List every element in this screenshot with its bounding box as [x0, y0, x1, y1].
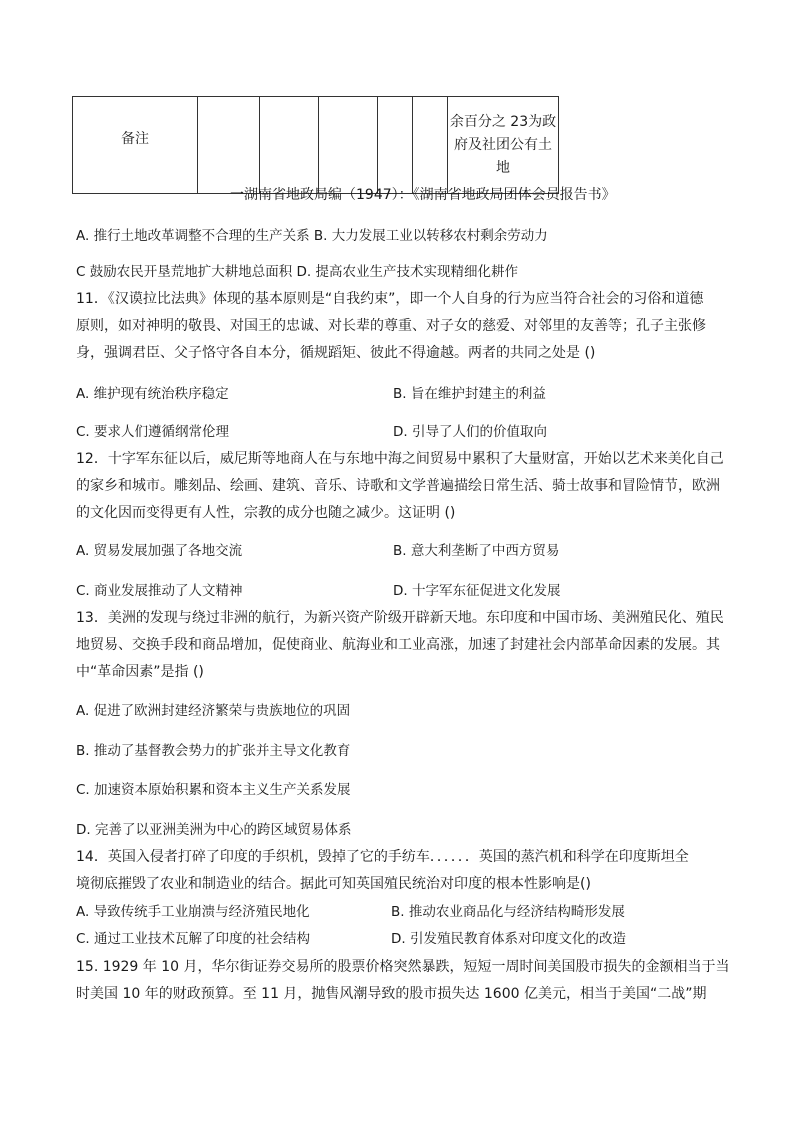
- q11-option-d: D. 引导了人们的价值取向: [393, 424, 547, 440]
- q12-stem-line2: 的家乡和城市。雕刻品、绘画、建筑、音乐、诗歌和文学普遍描绘日常生活、骑士故事和冒险情节，欧洲: [76, 478, 720, 494]
- q15-stem-line1: 15. 1929 年 10 月，华尔街证券交易所的股票价格突然暴跌，短短一周时间美国股市损失的金额相当于当: [76, 959, 730, 975]
- q11-option-a: A. 维护现有统治秩序稳定: [76, 386, 229, 402]
- remark-label-cell: 备注: [73, 97, 198, 194]
- q14-stem-line2: 境彻底摧毁了农业和制造业的结合。据此可知英国殖民统治对印度的根本性影响是(): [76, 876, 591, 892]
- q13-option-d: D. 完善了以亚洲美洲为中心的跨区域贸易体系: [76, 822, 352, 838]
- empty-cell: [413, 97, 448, 194]
- q10-options-ab: A. 推行土地改革调整不合理的生产关系 B. 大力发展工业以转移农村剩余劳动力: [76, 228, 548, 244]
- remark-text-cell: 余百分之 23为政府及社团公有土地: [448, 97, 559, 194]
- q11-stem-line1: 11．《汉谟拉比法典》体现的基本原则是“自我约束”，即一个人自身的行为应当符合社会的习俗和道德: [76, 291, 704, 307]
- q12-option-c: C. 商业发展推动了人文精神: [76, 583, 243, 599]
- empty-cell: [198, 97, 260, 194]
- q15-stem-line2: 时美国 10 年的财政预算。至 11 月，抛售风潮导致的股市损失达 1600 亿美元，相当于美国“二战”期: [76, 986, 707, 1002]
- q12-option-a: A. 贸易发展加强了各地交流: [76, 543, 243, 559]
- empty-cell: [319, 97, 378, 194]
- q12-option-d: D. 十字军东征促进文化发展: [393, 583, 561, 599]
- land-data-table: [72, 96, 559, 194]
- q12-stem-line1: 12．十字军东征以后，威尼斯等地商人在与东地中海之间贸易中累积了大量财富，开始以艺术来美化自己: [76, 451, 724, 467]
- empty-cell: [378, 97, 413, 194]
- q10-options-cd: C 鼓励农民开垦荒地扩大耕地总面积 D. 提高农业生产技术实现精细化耕作: [76, 264, 518, 280]
- q14-option-d: D. 引发殖民教育体系对印度文化的改造: [391, 931, 626, 947]
- q11-option-b: B. 旨在维护封建主的利益: [393, 386, 546, 402]
- q12-option-b: B. 意大利垄断了中西方贸易: [393, 543, 560, 559]
- q13-option-b: B. 推动了基督教会势力的扩张并主导文化教育: [76, 743, 351, 759]
- q13-option-a: A. 促进了欧洲封建经济繁荣与贵族地位的巩固: [76, 703, 351, 719]
- q14-option-c: C. 通过工业技术瓦解了印度的社会结构: [76, 931, 311, 947]
- empty-cell: [260, 97, 319, 194]
- q11-stem-line2: 原则，如对神明的敬畏、对国王的忠诚、对长辈的尊重、对子女的慈爱、对邻里的友善等；孔子主张修: [76, 318, 706, 334]
- q13-stem-line3: 中“革命因素”是指 (): [76, 664, 204, 680]
- table-source: 一湖南省地政局编（1947）：《湖南省地政局团体会员报告书》: [230, 187, 616, 203]
- q11-stem-line3: 身，强调君臣、父子恪守各自本分，循规蹈矩、彼此不得逾越。两者的共同之处是 (): [76, 345, 596, 361]
- q14-option-a: A. 导致传统手工业崩溃与经济殖民地化: [76, 904, 310, 920]
- q11-option-c: C. 要求人们遵循纲常伦理: [76, 424, 230, 440]
- q12-stem-line3: 的文化因而变得更有人性，宗教的成分也随之减少。这证明 (): [76, 505, 456, 521]
- q13-stem-line1: 13．美洲的发现与绕过非洲的航行，为新兴资产阶级开辟新天地。东印度和中国市场、美洲殖民化、殖民: [76, 610, 724, 626]
- q14-stem-line1: 14．英国入侵者打碎了印度的手织机，毁掉了它的手纺车．．．．．．英国的蒸汽机和科学在印度斯坦全: [76, 849, 689, 865]
- q14-option-b: B. 推动农业商品化与经济结构畸形发展: [391, 904, 625, 920]
- q13-option-c: C. 加速资本原始积累和资本主义生产关系发展: [76, 782, 351, 798]
- table-row: [73, 97, 559, 194]
- q13-stem-line2: 地贸易、交换手段和商品增加，促使商业、航海业和工业高涨，加速了封建社会内部革命因素的发展。其: [76, 637, 720, 653]
